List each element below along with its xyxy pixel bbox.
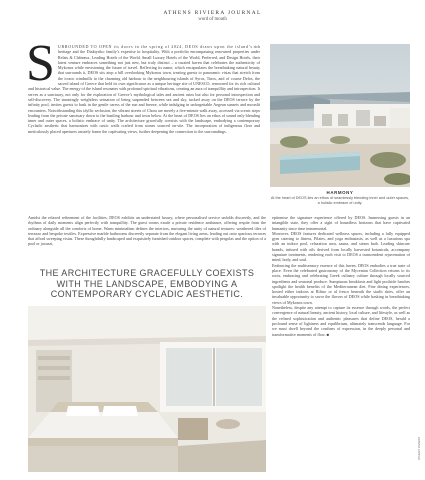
caption-text: At the heart of DEOS lies an ethos of seamlessly blending inner and outer spaces, a holistic embrace of unity. — [270, 196, 410, 205]
journal-title: ATHENS RIVIERA JOURNAL — [163, 10, 262, 16]
side-paragraph-2: Moreover, DEOS features dedicated wellness spaces, including a fully equipped gym catering to fitness, Pilates, and yoga enthusiasts, as well as a luxurious spa with an indoor pool, relaxation area, sauna, and steam bath. Leading skincare brands, infused with oils derived from locally harvested botanicals, accompany signature treatments, rendering each visit to DEOS a transcendent rejuvenation of mind, body, and soul. — [272, 230, 410, 263]
drop-cap: S — [26, 35, 55, 92]
photo-credit: ATHENS RIVIERA — [417, 436, 421, 460]
side-paragraph-4: Nonetheless, despite any attempt to capture its essence through words, the perfect convergence of natural beauty, ancient history, local culture, and lifestyle, as well as the refined sophistication and authentic pleasures that define DEOS, herald a profound sense of lightness and equilibrium, ultimately transcends language. For we must dwell beyond the confines of expression, in the deeply personal and transformative moments of flow. ■ — [272, 305, 410, 337]
page-header — [0, 10, 425, 22]
intro-text — [26, 35, 260, 134]
intro-lede: URROUNDED TO OPEN its doors in the spring of 2024, DEOS draws upon the island’s — [57, 44, 253, 49]
pull-quote: THE ARCHITECTURE GRACEFULLY COEXISTS WITH THE LANDSCAPE, EMBODYING A CONTEMPORARY CYCLADIC AESTHETIC. — [39, 268, 255, 300]
side-paragraph-3: Embracing the multisensory essence of this haven, DEOS embodies a true taste of place. Even the celebrated gastronomy of the Mycenian Collection returns to its roots, embracing and celebrating Greek culinary culture through locally sourced ingredients and seasonal produce. Sumptuous breakfasts and light poolside lunches spotlight the health benefits of the Mediterranean diet. Fine dining experiences, hosted either indoors at Rifino or al fresco beneath the starlit skies, offer an invaluable opportunity to savor the flavors of DEOS while basking in breathtaking views of Mykonos town. — [272, 262, 410, 305]
main-text: Amidst the relaxed refinement of the facilities, DEOS exhibits an understated luxury, where personalised service unfolds discreetly, and the rhythms of daily moments align perfectly with tranquillity. The guest rooms exude a private residence ambiance, offering respite from the ordinary alongside all the comforts of home. Warm minimalism defines the interiors, nurturing the unity of natural textures: weathered tiles of terrazzo and bespoke textiles. Expressive marble bathrooms discreetly separate from the elegant living areas, leading out onto spacious terraces that afford sweeping vistas. These thoughtfully landscaped and exquisitely furnished outdoor spaces, complete with pergolas and the option of a pool or jacuzzi, — [28, 215, 266, 247]
section-title: word of mouth — [198, 17, 227, 22]
hotel-exterior-photo — [270, 44, 410, 187]
photo-caption — [270, 190, 410, 205]
caption-title: HARMONY — [326, 190, 354, 195]
intro-body: rich heritage and the Diaktyriko family’s expertise in hospitality. With a portfolio encompassing renowned properties under Relais & Châteaux, Leading Hotels of the World, Small Luxury Hotels of the World, Preferred, and Design Hotels, their latest venture embraces something not just new, but truly distinct – a curated haven that celebrates the authenticity of Mykonos while envisioning the future of travel. Reflecting its name, which encapsulates the breathtaking natural beauty that surrounds it, DEOS sits atop a hill overlooking Mykonos town, treating guests to panoramic vistas that stretch from the iconic windmills to the charming old harbour to the neighbouring islands of Syros, Tinos, and of course Delos, the sacred island of Greece that held its own significance as a unique heritage site of UNESCO, renowned for its rich cultural and historical value. The energy of the island resonates with profound spiritual vibrations, creating an aura of tranquillity and introspection. It serves as a sanctuary, not only for the exploration of Greece’s mythological tales and ancient ruins but also for personal introspection and self-discovery. The stunningly weightless sensation of being suspended between sea and sky, tucked away on the DEOS terrace by the infinity pool, invites guests to bask in the gentle caress of the sun and breeze, while indulging in unforgettable Aegean sunsets and moonlit encounters. Notwithstanding this idyllic seclusion, the vibrant streets of Chora are merely a five-minute walk away, accessed via scenic steps leading from the private sanctuary down to the bustling harbour and town below. At the heart of DEOS lies an ethos of sound only blending inner and outer spaces, a holistic embrace of unity. The architecture gracefully coexists with the landscape, embodying a contemporary Cycladic aesthetic that harmonizes with rustic walls crafted from stones sourced on-site. The incorporation of indigenous flora and meticulously placed apertures astutely frame the captivating views, further deepening the connection to the surroundings. — [28, 44, 260, 134]
guest-room-photo — [28, 306, 266, 472]
side-column-text — [272, 215, 410, 337]
side-paragraph-1: epitomise the signature experience offered by DEOS. Immersing guests in an intangible state, they offer a sight of boundless horizons that have captivated humanity since time immemorial. — [272, 215, 410, 231]
